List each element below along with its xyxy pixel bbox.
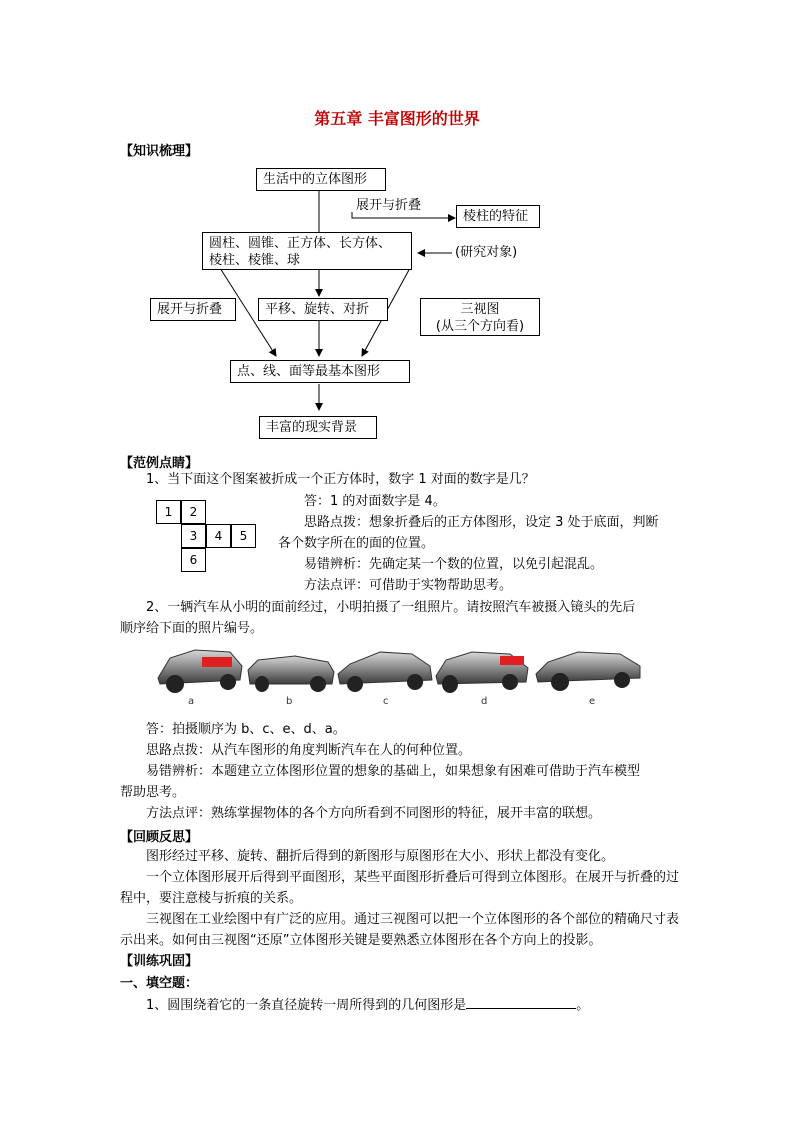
section-training: 【训练巩固】 — [120, 954, 199, 969]
label-research-object: (研究对象) — [455, 245, 518, 260]
box-prism-features: 棱柱的特征 — [456, 205, 540, 228]
label-unfold-fold-top: 展开与折叠 — [356, 198, 422, 213]
section-examples: 【范例点睛】 — [120, 456, 199, 471]
net-cell: 3 — [181, 524, 206, 548]
example2-error-line2: 帮助思考。 — [120, 785, 186, 800]
net-cell: 1 — [156, 500, 181, 524]
example1-method: 方法点评：可借助于实物帮助思考。 — [304, 578, 513, 593]
box-unfold-fold-left: 展开与折叠 — [150, 298, 236, 321]
box-basic-shapes: 点、线、面等最基本图形 — [230, 360, 410, 383]
answer-blank[interactable] — [466, 994, 576, 1009]
net-cell: 6 — [181, 548, 206, 572]
car-photo-b — [248, 656, 334, 692]
question-1-end: 。 — [576, 998, 590, 1013]
example2-error-line1: 易错辨析：本题建立立体图形位置的想象的基础上，如果想象有困难可借助于汽车模型 — [146, 764, 641, 779]
section-review: 【回顾反思】 — [120, 830, 199, 845]
example1-hint-line2: 各个数字所在的面的位置。 — [278, 536, 435, 551]
car-photo-e — [536, 652, 640, 691]
photo-label: a — [188, 696, 195, 707]
car-photo-d — [436, 652, 528, 693]
question-1 — [146, 994, 589, 1016]
example2-method: 方法点评：熟练掌握物体的各个方向所看到不同图形的特征，展开丰富的联想。 — [146, 806, 602, 821]
box-life-shapes: 生活中的立体图形 — [256, 168, 386, 191]
diagram-arrows — [0, 0, 794, 460]
fill-in-title: 一、填空题： — [120, 976, 199, 991]
section-knowledge: 【知识梳理】 — [120, 144, 199, 159]
car-photo-c — [338, 652, 432, 692]
photo-label: e — [589, 696, 596, 707]
box-solids — [202, 232, 412, 270]
car-photo-a — [158, 650, 242, 693]
net-cell: 2 — [181, 500, 206, 524]
photo-label: d — [481, 696, 488, 707]
example1-error: 易错辨析：先确定某一个数的位置，以免引起混乱。 — [304, 557, 604, 572]
net-cell: 5 — [231, 524, 256, 548]
page-title: 第五章 丰富图形的世界 — [314, 109, 480, 128]
example1-hint-line1: 思路点拨：想象折叠后的正方体图形，设定 3 处于底面，判断 — [304, 515, 659, 530]
example1-question: 1、当下面这个图案被折成一个正方体时，数字 1 对面的数字是几？ — [146, 472, 535, 487]
three-views-line-2: (从三个方向看) — [435, 319, 525, 334]
question-1-text: 1、圆围绕着它的一条直径旋转一周所得到的几何图形是 — [146, 998, 467, 1013]
photo-label: c — [383, 696, 389, 707]
solids-line-2: 棱柱、棱锥、球 — [209, 253, 301, 268]
box-background: 丰富的现实背景 — [259, 416, 377, 439]
three-views-line-1: 三视图 — [460, 302, 500, 317]
photo-label: b — [286, 696, 293, 707]
box-transform: 平移、旋转、对折 — [258, 298, 388, 321]
review-paragraph-3: 三视图在工业绘图中有广泛的应用。通过三视图可以把一个立体图形的各个部位的精确尺寸表示出来。如何由三视图“还原”立体图形关键是要熟悉立体图形在各个方向上的投影。 — [120, 912, 680, 948]
example2-question-line1: 2、一辆汽车从小明的面前经过，小明拍摄了一组照片。请按照汽车被摄入镜头的先后 — [146, 600, 636, 615]
example2-hint: 思路点拨：从汽车图形的角度判断汽车在人的何种位置。 — [146, 743, 472, 758]
net-cell: 4 — [206, 524, 231, 548]
example2-answer: 答：拍摄顺序为 b、c、e、d、a。 — [146, 722, 346, 737]
solids-line-1: 圆柱、圆锥、正方体、长方体、 — [209, 236, 392, 251]
review-paragraph-2: 一个立体图形展开后得到平面图形，某些平面图形折叠后可得到立体图形。在展开与折叠的过程中，要注意棱与折痕的关系。 — [120, 870, 680, 906]
example1-answer: 答：1 的对面数字是 4。 — [304, 494, 446, 509]
review-paragraph-1: 图形经过平移、旋转、翻折后得到的新图形与原图形在大小、形状上都没有变化。 — [146, 849, 615, 864]
box-three-views — [420, 298, 540, 336]
example2-question-line2: 顺序给下面的照片编号。 — [120, 621, 264, 636]
car-photos — [150, 640, 650, 710]
